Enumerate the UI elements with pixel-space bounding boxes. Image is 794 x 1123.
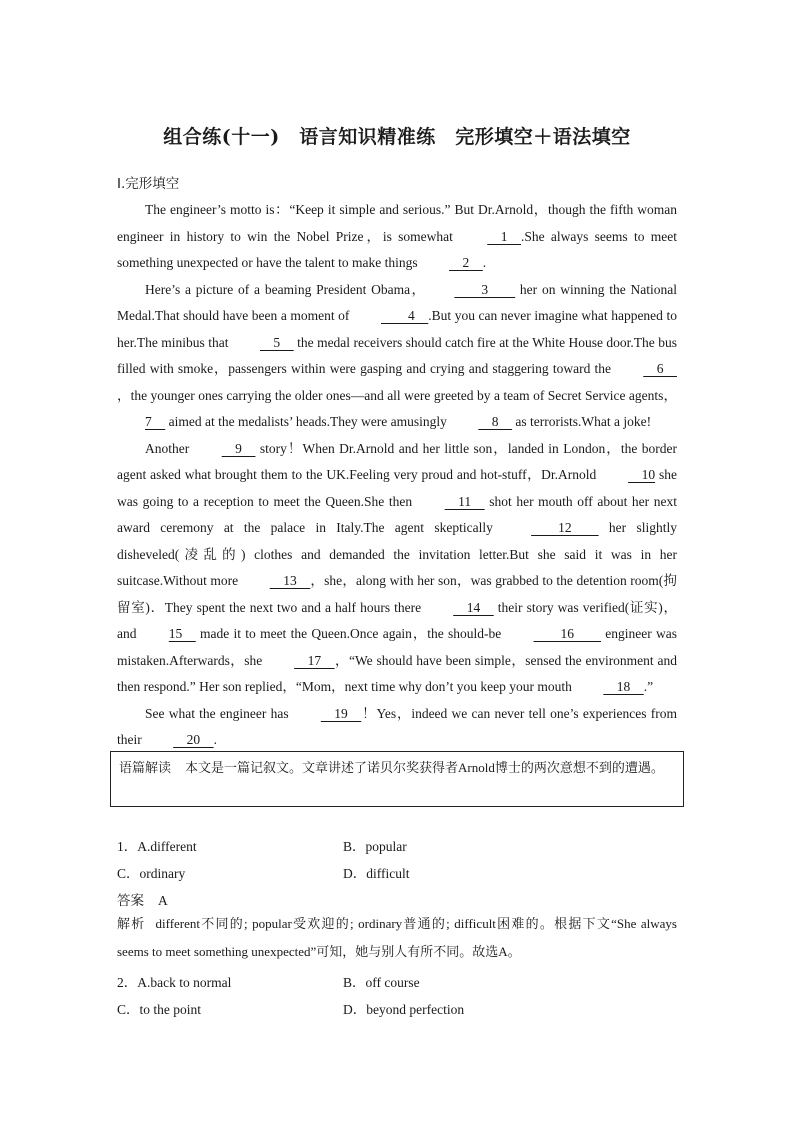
passage-text: .”: [643, 679, 654, 694]
answer-value: A: [158, 893, 168, 908]
blank-3: 3: [454, 281, 516, 297]
blank-5: 5: [259, 334, 294, 350]
option-c: C．to the point: [117, 1002, 201, 1017]
blank-9: 9: [221, 440, 256, 456]
passage-text: .: [482, 255, 487, 270]
question-1-options-row-1: [117, 835, 677, 855]
blank-4: 4: [381, 308, 429, 323]
passage-text: aimed at the medalists’ heads.They were amusingly: [165, 414, 451, 429]
blank-15: 15: [168, 626, 196, 641]
passage-text: shot her mouth off about her next award ceremony at the palace in Italy.The agent skeptically: [117, 493, 677, 535]
blank-11: 11: [444, 493, 485, 509]
answer-line: [117, 889, 168, 909]
passage-text: Here’s a picture of a beaming President Obama，: [145, 281, 427, 297]
answer-label: 答案: [117, 893, 144, 909]
explanation: [117, 910, 677, 965]
passage-text: .But you can never imagine what happened to her.The minibus that: [117, 308, 677, 350]
passage-text: engineer was mistaken.Afterwards，she: [117, 626, 678, 668]
option-b: B．popular: [343, 839, 407, 854]
blank-12: 12: [531, 520, 599, 535]
blank-17: 17: [294, 652, 335, 668]
passage-text: the medal receivers should catch fire at the White House door.The bus filled with smoke，passengers within were gasping and crying and staggering toward the: [117, 334, 677, 376]
blank-16: 16: [533, 626, 601, 641]
passage-text: The engineer’s motto is：“Keep it simple and serious.” But Dr.Arnold，though the fifth woman engineer in history to win the Nobel Prize，is somewhat: [117, 202, 677, 244]
passage-text: she was going to a reception to meet the Queen.She then: [117, 467, 677, 509]
option-d: D．beyond perfection: [343, 1002, 465, 1017]
passage-text: ，“We should have been simple，sensed the environment and then respond.” Her son replied，“Mom，next time why don’t you keep your mouth: [117, 652, 677, 694]
passage-text: ，she，along with her son，was grabbed to the detention room(拘留室)．They spent the next two and a half hours there: [117, 573, 677, 615]
option-d: D．difficult: [343, 866, 410, 881]
blank-14: 14: [453, 599, 494, 615]
passage-text: ，the younger ones carrying the older ones—and all were greeted by a team of Secret Service agents，: [117, 387, 677, 403]
passage-paragraph-3: [117, 436, 677, 701]
passage-text: made it to meet the Queen.Once again，the should-be: [195, 626, 506, 641]
passage-text: her slightly disheveled(凌乱的) clothes and demanded the invitation letter.But she said it was in her suitcase.Without more: [117, 520, 677, 588]
blank-19: 19: [320, 705, 362, 721]
question-2-options-row-1: [117, 971, 677, 991]
passage-text: her on winning the National Medal.That should have been a moment of: [117, 281, 678, 323]
blank-6: 6: [643, 361, 677, 376]
passage-text: See what the engineer has: [145, 705, 293, 721]
passage-text: ！Yes，indeed we can never tell one’s experiences from their: [117, 705, 677, 747]
option-a: 2．A.back to normal: [117, 975, 232, 990]
passage-text: .: [213, 732, 217, 747]
blank-7: 7: [145, 414, 166, 429]
blank-1: 1: [487, 228, 521, 244]
blank-18: 18: [603, 679, 644, 694]
option-c: C．ordinary: [117, 866, 186, 881]
page-title: 组合练(十一) 语言知识精准练 完形填空＋语法填空: [163, 126, 631, 148]
blank-8: 8: [478, 414, 513, 429]
explanation-text: different不同的; popular受欢迎的; ordinary普通的; difficult困难的。根据下文“She always seems to meet something unexpected”可知，她与别人有所不同。故选A。: [117, 916, 677, 959]
passage-paragraph-1: [117, 197, 677, 277]
passage-paragraph-4: [117, 701, 677, 754]
blank-13: 13: [269, 573, 311, 588]
explanation-label: 解析: [117, 917, 146, 932]
analysis-box: [110, 751, 684, 807]
analysis-label: 语篇解读: [119, 761, 172, 776]
passage-text: their story was verified(证实)，and: [117, 599, 677, 641]
passage-paragraph-2: [117, 277, 677, 436]
question-2-options-row-2: [117, 998, 677, 1018]
passage-text: as terrorists.What a joke!: [512, 414, 652, 429]
blank-2: 2: [449, 255, 483, 270]
section-heading: Ⅰ.完形填空: [117, 176, 180, 192]
question-1-options-row-2: [117, 862, 677, 882]
analysis-text: 本文是一篇记叙文。文章讲述了诺贝尔奖获得者Arnold博士的两次意想不到的遭遇。: [185, 760, 664, 775]
passage-text: Another: [145, 440, 194, 456]
option-a: 1．A.different: [117, 839, 197, 854]
cloze-passage: [117, 197, 677, 754]
option-b: B．off course: [343, 975, 420, 990]
blank-10: 10: [628, 467, 656, 482]
blank-20: 20: [173, 732, 214, 747]
passage-text: story！When Dr.Arnold and her little son，landed in London，the border agent asked what brought them to the UK.Feeling very proud and hot-stuff，Dr.Arnold: [117, 440, 677, 482]
passage-text: .She always seems to meet something unexpected or have the talent to make things: [117, 228, 677, 270]
